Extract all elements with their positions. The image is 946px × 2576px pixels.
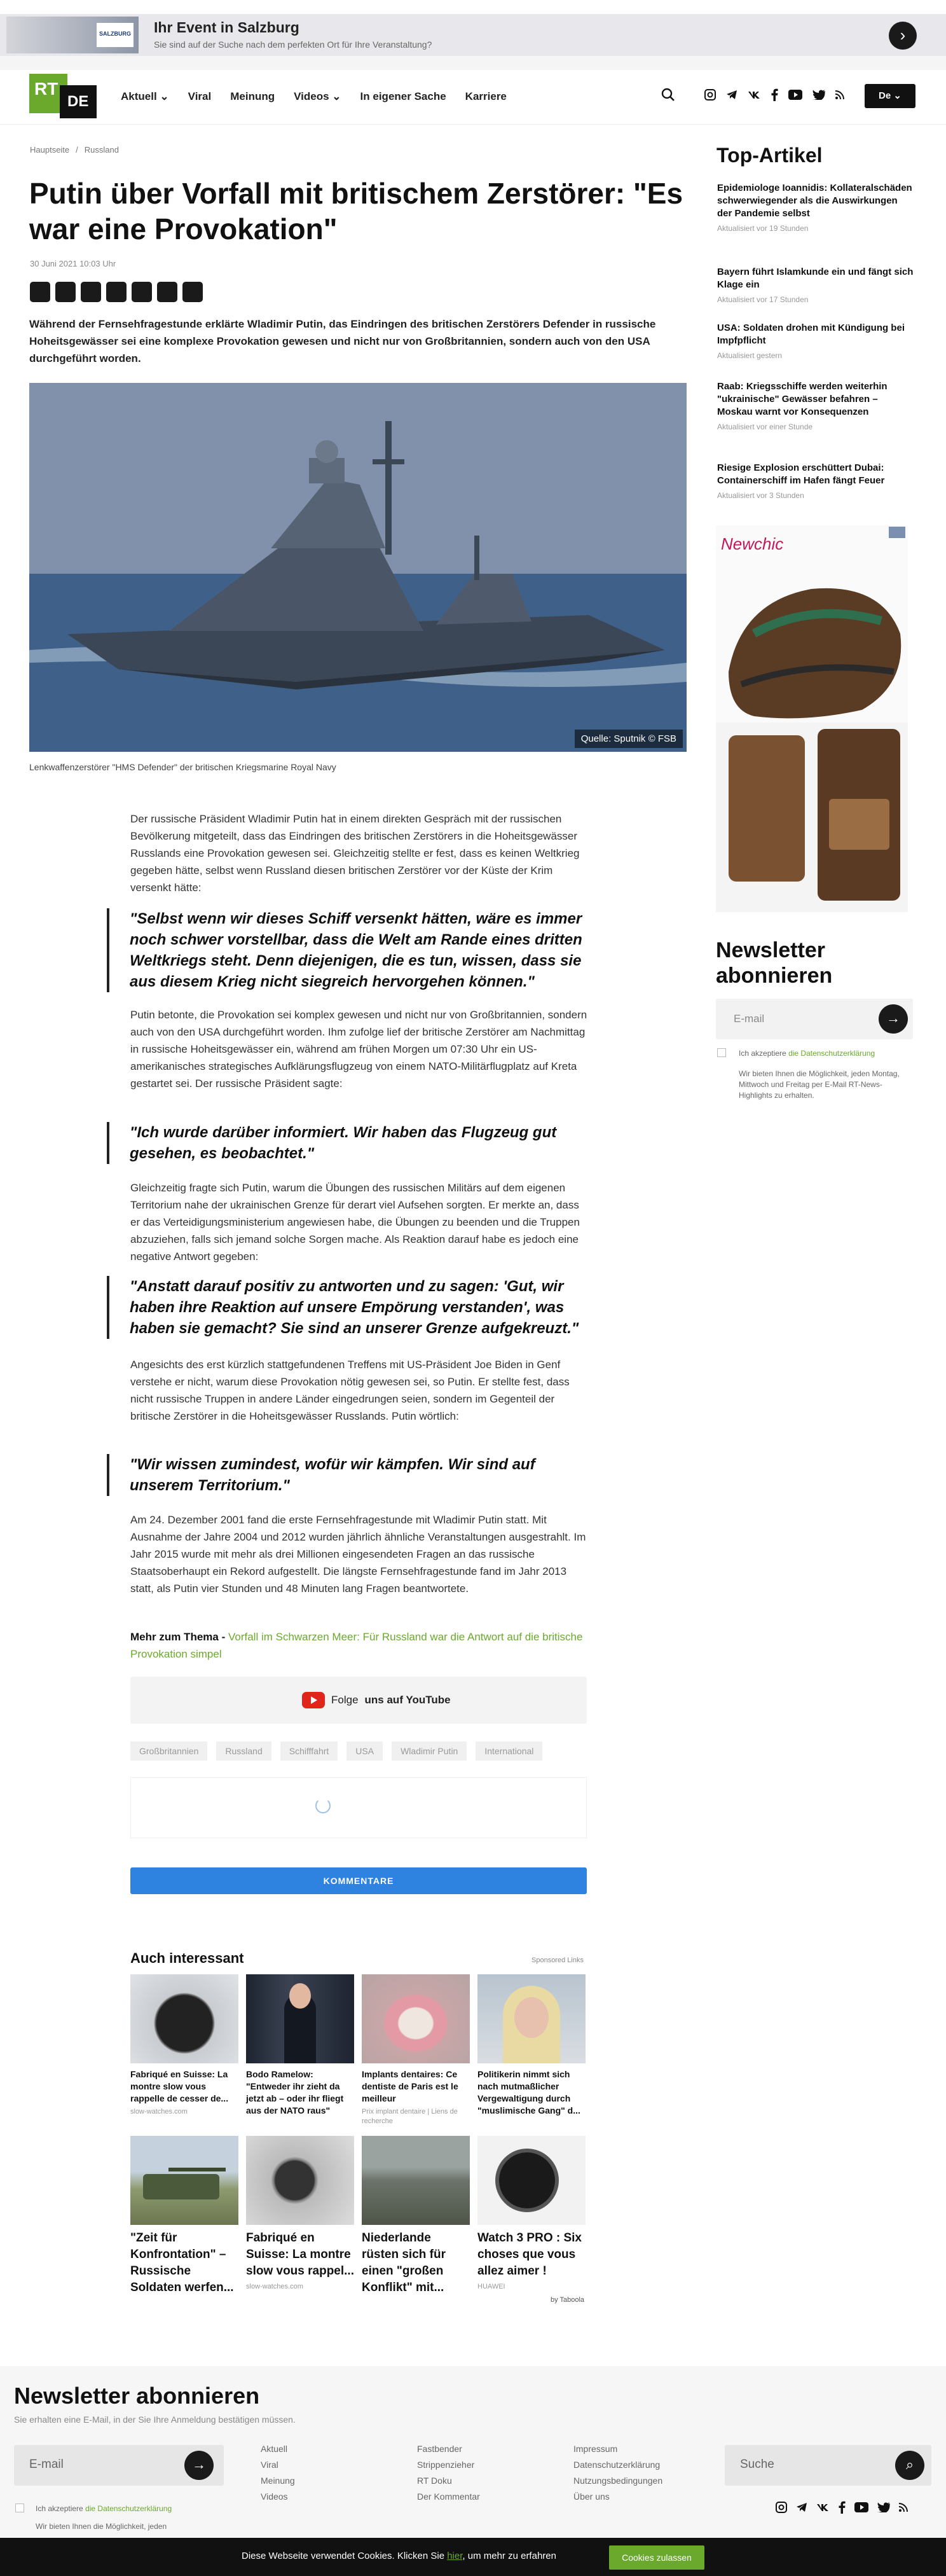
article-paragraph: Gleichzeitig fragte sich Putin, warum die Übungen des russischen Militärs auf dem eigenen Territorium nahe der ukrainischen Grenze für derart viel Aufsehen sorgten. Er merkte an, dass er das Verteidigungsministerium angewiesen habe, die Übungen zu beenden und die Truppen abzuziehen, falls sich jemand solche Sorgen mache. Als Reaktion darauf habe es jedoch eine negative Antwort gegeben: — [130, 1182, 580, 1263]
tank-shape — [143, 2174, 219, 2199]
footer-link[interactable]: Impressum — [573, 2444, 618, 2454]
top-article-time: Aktualisiert vor einer Stunde — [717, 422, 813, 431]
related-card-image[interactable] — [130, 2136, 238, 2225]
related-topic-label: Mehr zum Thema - — [130, 1631, 226, 1643]
related-card-title[interactable]: Niederlande rüsten sich für einen "großen Konflikt" mit... — [362, 2231, 446, 2294]
breadcrumb-section[interactable]: Russland — [84, 145, 119, 155]
article-paragraph: Der russische Präsident Wladimir Putin hat in einem direkten Gespräch mit der russischen Bevölkerung mitgeteilt, dass das Eindringen des britischen Zerstörers in die Hoheitsgewässer Russlands eine Provokation gewesen sei. Gleichzeitig stellte er fest, dass es keinen Weltkrieg gegeben hätte, selbst wenn Russland diesen britischen Zerstörer vor der Küste der Krim versenkt hätte: — [130, 813, 580, 894]
logo-rt: RT — [29, 74, 67, 113]
cookie-more-link[interactable]: hier — [447, 2551, 463, 2561]
destroyer-ship-illustration — [29, 383, 687, 752]
article-quote: "Ich wurde darüber informiert. Wir haben das Flugzeug gut gesehen, es beobachtet." — [107, 1122, 590, 1164]
related-card-image[interactable] — [362, 1974, 470, 2063]
vk-icon[interactable] — [748, 90, 760, 99]
header-icons — [661, 88, 844, 102]
breadcrumb — [30, 145, 119, 155]
top-article[interactable] — [717, 322, 914, 360]
vk-icon[interactable] — [816, 2503, 829, 2512]
twitter-icon[interactable] — [877, 2502, 890, 2512]
youtube-icon — [302, 1692, 325, 1708]
rss-icon[interactable] — [899, 2503, 908, 2512]
footer-link[interactable]: Über uns — [573, 2491, 610, 2502]
ad-subtitle: Sie sind auf der Suche nach dem perfekten Ort für Ihre Veranstaltung? — [154, 39, 432, 50]
tag[interactable]: Wladimir Putin — [392, 1742, 467, 1761]
footer-link[interactable]: Aktuell — [261, 2444, 288, 2454]
rss-icon[interactable] — [835, 90, 844, 99]
email-placeholder: E-mail — [734, 1013, 765, 1025]
related-card[interactable] — [362, 1974, 470, 2126]
related-card-source: slow-watches.com — [246, 2283, 303, 2290]
newsletter-email-input[interactable] — [716, 999, 913, 1039]
top-article-title[interactable]: Bayern führt Islamkunde ein und fängt sich Klage ein — [717, 267, 914, 290]
footer-link[interactable]: Videos — [261, 2491, 288, 2502]
top-article-title[interactable]: Epidemiologe Ioannidis: Kollateralschäden schwerwiegender als die Auswirkungen der Pandemie selbst — [717, 183, 912, 219]
nav-item-aktuell[interactable] — [121, 90, 169, 103]
footer-social-icons — [776, 2501, 908, 2514]
portrait-face — [514, 1997, 549, 2038]
facebook-icon[interactable] — [838, 2501, 846, 2514]
messenger-share-icon[interactable] — [55, 282, 76, 302]
top-article[interactable] — [717, 182, 914, 233]
youtube-follow-text-bold: uns auf YouTube — [364, 1694, 451, 1706]
taboola-credit[interactable]: by Taboola — [551, 2296, 585, 2304]
email-share-icon[interactable] — [157, 282, 177, 302]
image-caption: Lenkwaffenzerstörer "HMS Defender" der britischen Kriegsmarine Royal Navy — [29, 762, 336, 772]
related-card[interactable] — [477, 1974, 586, 2119]
nav-item-in-eigener-sache[interactable]: In eigener Sache — [360, 90, 446, 102]
portrait-face — [289, 1983, 311, 2009]
youtube-follow-text: Folge — [331, 1694, 359, 1706]
footer-email-input[interactable] — [14, 2445, 224, 2486]
related-card-title[interactable]: Watch 3 PRO : Six choses que vous allez aimer ! — [477, 2231, 582, 2278]
nav-item-videos[interactable] — [294, 90, 341, 103]
chevron-down-icon: ⌄ — [893, 90, 901, 101]
ad-band — [0, 0, 946, 14]
footer-links-col3 — [573, 2441, 662, 2505]
footer-newsletter-heading: Newsletter abonnieren — [14, 2383, 260, 2409]
youtube-follow-button[interactable] — [130, 1677, 587, 1724]
footer-search-input[interactable] — [725, 2445, 931, 2486]
footer-link[interactable]: Strippenzieher — [417, 2460, 475, 2470]
cookie-banner — [0, 2538, 946, 2576]
telegram-share-icon[interactable] — [132, 282, 152, 302]
facebook-share-icon[interactable] — [30, 282, 50, 302]
chevron-down-icon: ⌄ — [160, 90, 169, 102]
telegram-icon[interactable] — [796, 2502, 807, 2513]
nav-label: Videos — [294, 90, 329, 102]
footer-link[interactable]: Fastbender — [417, 2444, 462, 2454]
language-selector[interactable] — [865, 84, 915, 108]
related-card-image[interactable] — [246, 1974, 354, 2063]
tag[interactable]: International — [476, 1742, 542, 1761]
consent-label: Ich akzeptiere — [739, 1049, 786, 1058]
footer-consent-text — [36, 2503, 172, 2514]
chevron-down-icon: ⌄ — [332, 90, 341, 102]
article-lead: Während der Fernsehfragestunde erklärte Wladimir Putin, das Eindringen des britischen Zerstörers Defender in russische Hoheitsgewässer sei eine komplexe Provokation gewesen und nicht nur von Großbritannien, sondern auch von den USA durchgeführt worden. — [29, 318, 656, 364]
facebook-icon[interactable] — [771, 88, 778, 101]
nav-item-karriere[interactable]: Karriere — [465, 90, 507, 102]
footer-privacy-checkbox[interactable] — [15, 2503, 24, 2512]
copy-link-icon[interactable] — [182, 282, 203, 302]
top-article-title[interactable]: Riesige Explosion erschüttert Dubai: Containerschiff im Hafen fängt Feuer — [717, 462, 885, 486]
language-label: De — [879, 90, 891, 101]
privacy-checkbox[interactable] — [717, 1048, 726, 1057]
site-logo[interactable] — [29, 74, 100, 118]
whatsapp-share-icon[interactable] — [106, 282, 127, 302]
newsletter-heading: Newsletter abonnieren — [716, 938, 833, 988]
cookie-text — [242, 2551, 556, 2561]
share-buttons — [30, 282, 203, 302]
footer-links-col2 — [417, 2441, 480, 2505]
related-card-image[interactable] — [477, 2136, 586, 2225]
instagram-icon[interactable] — [776, 2502, 787, 2513]
related-card[interactable] — [246, 2136, 354, 2292]
related-card-title[interactable]: Bodo Ramelow: "Entweder ihr zieht da jetzt ab – oder ihr fliegt aus der NATO raus" — [246, 2069, 344, 2116]
article-quote: "Anstatt darauf positiv zu antworten und zu sagen: 'Gut, wir haben ihre Reaktion auf unsere Empörung verstanden', was haben sie gemacht? Sie sind an unserer Grenze aufgekreuzt." — [107, 1276, 590, 1339]
tag[interactable]: USA — [346, 1742, 383, 1761]
related-card[interactable] — [130, 1974, 238, 2117]
vk-share-icon[interactable] — [81, 282, 101, 302]
email-placeholder: E-mail — [29, 2458, 64, 2471]
privacy-consent-text — [739, 1048, 904, 1059]
footer-link[interactable]: Nutzungsbedingungen — [573, 2476, 663, 2486]
related-card-title[interactable]: Implants dentaires: Ce dentiste de Paris est le meilleur — [362, 2069, 458, 2103]
related-card-title[interactable]: "Zeit für Konfrontation" – Russische Soldaten werfen... — [130, 2231, 234, 2294]
ad-brand: Newchic — [721, 534, 784, 553]
related-card[interactable] — [477, 2136, 586, 2292]
related-card-source: Prix implant dentaire | Liens de recherche — [362, 2108, 458, 2125]
top-articles-heading: Top-Artikel — [716, 144, 823, 167]
related-card-image[interactable] — [477, 1974, 586, 2063]
ad-image[interactable] — [6, 17, 139, 53]
consent-label: Ich akzeptiere — [36, 2504, 83, 2513]
article-quote: "Wir wissen zumindest, wofür wir kämpfen. Wir sind auf unserem Territorium." — [107, 1454, 590, 1496]
loading-widget — [130, 1777, 587, 1838]
twitter-icon[interactable] — [812, 90, 825, 100]
ad-logo: SALZBURG — [97, 23, 134, 47]
related-card[interactable] — [362, 2136, 470, 2299]
related-card-title[interactable]: Fabriqué en Suisse: La montre slow vous rappelle de cesser de... — [130, 2069, 229, 2103]
nav-item-viral[interactable]: Viral — [188, 90, 212, 102]
footer-link[interactable]: RT Doku — [417, 2476, 452, 2486]
smartwatch-shape — [495, 2149, 559, 2212]
sidebar-ad[interactable] — [716, 525, 908, 912]
breadcrumb-home[interactable]: Hauptseite — [30, 145, 70, 155]
search-icon[interactable] — [661, 88, 675, 102]
loading-spinner-icon — [315, 1798, 331, 1813]
top-article-title[interactable]: Raab: Kriegsschiffe werden weiterhin "ukrainische" Gewässer befahren – Moskau warnt vor Konsequenzen — [717, 381, 888, 417]
nav-item-meinung[interactable]: Meinung — [230, 90, 275, 102]
article-quote: "Selbst wenn wir dieses Schiff versenkt hätten, wäre es immer noch schwer vorstellbar, dass die Welt am Rande eines dritten Weltkriegs steht. Denn diejenigen, die es tun, wissen, dass sie aus diesem Krieg nicht siegreich hervorgehen können." — [107, 908, 590, 992]
related-card-title[interactable]: Politikerin nimmt sich nach mutmaßlicher Vergewaltigung durch "muslimische Gang" d... — [477, 2069, 580, 2116]
instagram-icon[interactable] — [704, 89, 716, 100]
sponsored-label[interactable]: Sponsored Links — [531, 1956, 584, 1964]
nav-label: Aktuell — [121, 90, 157, 102]
related-topic-link[interactable]: Vorfall im Schwarzen Meer: Für Russland war die Antwort auf die britische Provokation simpel — [130, 1631, 583, 1660]
site-header — [0, 70, 946, 125]
related-card-image[interactable] — [362, 2136, 470, 2225]
article-paragraph: Angesichts des erst kürzlich stattgefundenen Treffens mit US-Präsident Joe Biden in Genf verstehe er nicht, warum diese Provokation nötig gewesen sei, so Putin. Er stellte fest, dass nicht russische Truppen in andere Länder eingedrungen seien, sondern im Gegenteil der britische Zerstörer in die Hoheitsgewässer Russlands. Putin wörtlich: — [130, 1359, 570, 1422]
related-card-source: HUAWEI — [477, 2283, 505, 2290]
footer-search-icon[interactable]: ⌕ — [895, 2451, 924, 2480]
article-paragraph: Am 24. Dezember 2001 fand die erste Fernsehfragestunde mit Wladimir Putin statt. Mit Ausnahme der Jahre 2004 und 2012 wurden jährlich ähnliche Veranstaltungen ausgestrahlt. Im Jahr 2015 wurde mit mehr als drei Millionen eingesendeten Fragen an das russische Staatsoberhaupt ein Rekord aufgestellt. Die längste Fernsehfragestunde fand im Jahr 2013 statt, als Putin vier Stunden und 48 Minuten lang Fragen beantwortete. — [130, 1514, 586, 1595]
top-article-time: Aktualisiert gestern — [717, 351, 783, 360]
article-paragraph: Putin betonte, die Provokation sei komplex gewesen und nicht nur von Großbritannien, sondern auch von den USA durchgeführt worden. Ihm zufolge lief der britische Zerstörer am Nachmittag in russische Hoheitsgewässer ein, während am frühen Morgen um 07:30 Uhr ein US-amerikanisches strategisches Aufklärungsflugzeug von einem NATO-Militärflugplatz auf Kreta gestartet sei. Der russische Präsident sagte: — [130, 1009, 587, 1090]
tag[interactable]: Schifffahrt — [280, 1742, 338, 1761]
cookie-text-pre: Diese Webseite verwendet Cookies. Klicken Sie — [242, 2551, 445, 2561]
footer-link[interactable]: Der Kommentar — [417, 2491, 480, 2502]
top-ad-banner[interactable] — [0, 0, 946, 70]
privacy-link[interactable]: die Datenschutzerklärung — [788, 1049, 875, 1058]
footer-newsletter-note: Wir bieten Ihnen die Möglichkeit, jeden — [36, 2522, 167, 2531]
article-tags — [130, 1742, 542, 1761]
footer-link[interactable]: Meinung — [261, 2476, 295, 2486]
top-article[interactable] — [717, 266, 914, 304]
youtube-icon[interactable] — [788, 90, 802, 100]
top-article-time: Aktualisiert vor 17 Stunden — [717, 295, 809, 304]
breadcrumb-separator: / — [76, 145, 78, 155]
article-hero-image — [29, 383, 687, 752]
footer-submit-arrow-icon[interactable]: → — [184, 2451, 214, 2480]
top-article-title[interactable]: USA: Soldaten drohen mit Kündigung bei Impfpflicht — [717, 322, 905, 346]
footer-link[interactable]: Datenschutzerklärung — [573, 2460, 661, 2470]
main-nav — [121, 90, 507, 103]
ad-next-arrow-icon[interactable]: › — [889, 22, 917, 50]
related-card-image[interactable] — [130, 1974, 238, 2063]
related-card-image[interactable] — [246, 2136, 354, 2225]
article-date: 30 Juni 2021 10:03 Uhr — [30, 259, 116, 268]
image-credit: Quelle: Sputnik © FSB — [575, 730, 683, 748]
footer-links-col1 — [261, 2441, 295, 2505]
tag[interactable]: Russland — [216, 1742, 271, 1761]
newsletter-note: Wir bieten Ihnen die Möglichkeit, jeden Montag, Mittwoch und Freitag per E-Mail RT-News-Highlights zu erhalten. — [739, 1069, 900, 1100]
cookie-text-post: , um mehr zu erfahren — [462, 2551, 556, 2561]
logo-de: DE — [60, 85, 97, 118]
related-card[interactable] — [130, 2136, 238, 2299]
telegram-icon[interactable] — [726, 89, 737, 100]
ad-inner[interactable] — [0, 14, 946, 56]
footer-link[interactable]: Viral — [261, 2460, 278, 2470]
ad-title[interactable]: Ihr Event in Salzburg — [154, 19, 299, 36]
article-title: Putin über Vorfall mit britischem Zerstörer: "Es war eine Provokation" — [29, 177, 683, 246]
ad-product-images — [716, 525, 908, 912]
top-article-time: Aktualisiert vor 19 Stunden — [717, 224, 809, 233]
tag[interactable]: Großbritannien — [130, 1742, 207, 1761]
top-article[interactable] — [717, 462, 914, 500]
newsletter-submit-arrow-icon[interactable]: → — [879, 1004, 908, 1034]
related-card[interactable] — [246, 1974, 354, 2119]
accept-cookies-button[interactable]: Cookies zulassen — [609, 2545, 704, 2570]
top-article-time: Aktualisiert vor 3 Stunden — [717, 491, 804, 500]
search-placeholder: Suche — [740, 2458, 774, 2471]
tank-barrel — [168, 2168, 226, 2171]
related-card-source: slow-watches.com — [130, 2108, 188, 2116]
footer-newsletter-subtitle: Sie erhalten eine E-Mail, in der Sie Ihre Anmeldung bestätigen müssen. — [14, 2414, 296, 2425]
top-article[interactable] — [717, 380, 914, 431]
related-card-title[interactable]: Fabriqué en Suisse: La montre slow vous rappel... — [246, 2231, 354, 2278]
privacy-link[interactable]: die Datenschutzerklärung — [85, 2504, 172, 2513]
related-topic — [130, 1628, 588, 1663]
related-heading: Auch interessant — [130, 1950, 244, 1966]
youtube-icon[interactable] — [854, 2502, 868, 2512]
comments-button[interactable]: KOMMENTARE — [130, 1867, 587, 1894]
